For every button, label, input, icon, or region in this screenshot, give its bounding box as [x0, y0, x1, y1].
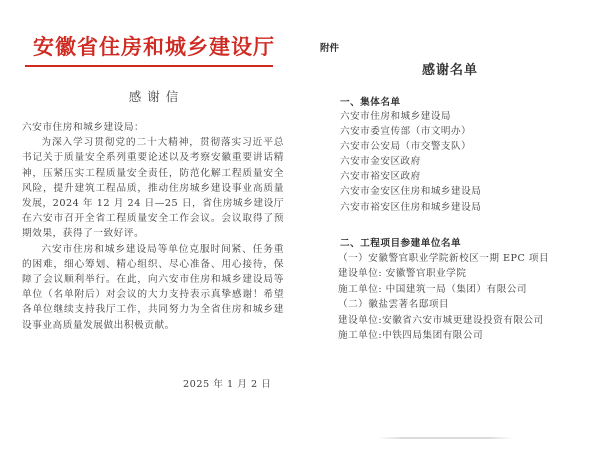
collective-name-list: [340, 109, 585, 215]
page-bottom-shadow: [378, 437, 513, 439]
list-item: （一）安徽警官职业学院新校区一期 EPC 项目: [338, 253, 550, 264]
list-item: （二）徽盐雲著名邸项目: [338, 299, 450, 311]
attachment-label: 附件: [320, 43, 340, 54]
letter-title: 感 谢 信: [128, 89, 180, 104]
letter-page: [10, 0, 302, 450]
letter-paragraph: 为深入学习贯彻党的二十大精神，贯彻落实习近平总书记关于质量安全系列重要论述以及考察安徽重要讲话精神，压紧压实工程质量安全责任，防范化解工程质量安全风险，提升建筑工程品质，推动住房城乡建设事业高质量发展，2024 年 12 月 24 日—25 日，省住房城乡建设厅在六安市召开全省工程质量安全工作会议。会议取得了预期效果，获得了一致好评。: [22, 137, 284, 240]
letter-salutation: 六安市住房和城乡建设局：: [22, 122, 145, 133]
list-item: 施工单位:中铁四局集团有限公司: [338, 330, 484, 342]
list-item: 六安市金安区住房和城乡建设局: [340, 186, 482, 198]
list-item: 六安市住房和城乡建设局: [340, 111, 452, 122]
letterhead-divider: [25, 65, 273, 67]
list-item: 建设单位: 安徽警官职业学院: [338, 268, 467, 280]
list-item: 建设单位:安徽省六安市城更建设投资有限公司: [338, 314, 544, 326]
list-item: 六安市金安区政府: [340, 156, 421, 168]
section2-heading: 二、工程项目参建单位名单: [340, 238, 462, 249]
list-item: 六安市公安局（市交警支队）: [340, 141, 472, 153]
letter-paragraph: 六安市住房和城乡建设局等单位克服时间紧、任务重的困难，细心筹划、精心组织、尽心准备、用心接待，保障了会议顺利举行。在此，向六安市住房和城乡建设局等单位（名单附后）对会议的大力支持表示真挚感谢！希望各单位继续支持我厅工作，共同努力为全省住房和城乡建设事业高质量发展做出积极贡献。: [22, 243, 284, 331]
list-item: 施工单位: 中国建筑一局（集团）有限公司: [338, 283, 527, 295]
attachment-title: 感谢名单: [421, 63, 478, 78]
list-item: 六安市裕安区政府: [340, 171, 421, 183]
section1-heading: 一、集体名单: [340, 97, 401, 108]
attachment-page: [305, 0, 595, 450]
list-item: 六安市裕安区住房和城乡建设局: [340, 201, 482, 213]
letter-date: 2025 年 1 月 2 日: [183, 379, 272, 390]
project-unit-list: [338, 251, 588, 343]
list-item: 六安市委宣传部（市文明办）: [340, 126, 472, 138]
letter-body: [22, 120, 284, 333]
letterhead-title: 安徽省住房和城乡建设厅: [33, 34, 275, 59]
